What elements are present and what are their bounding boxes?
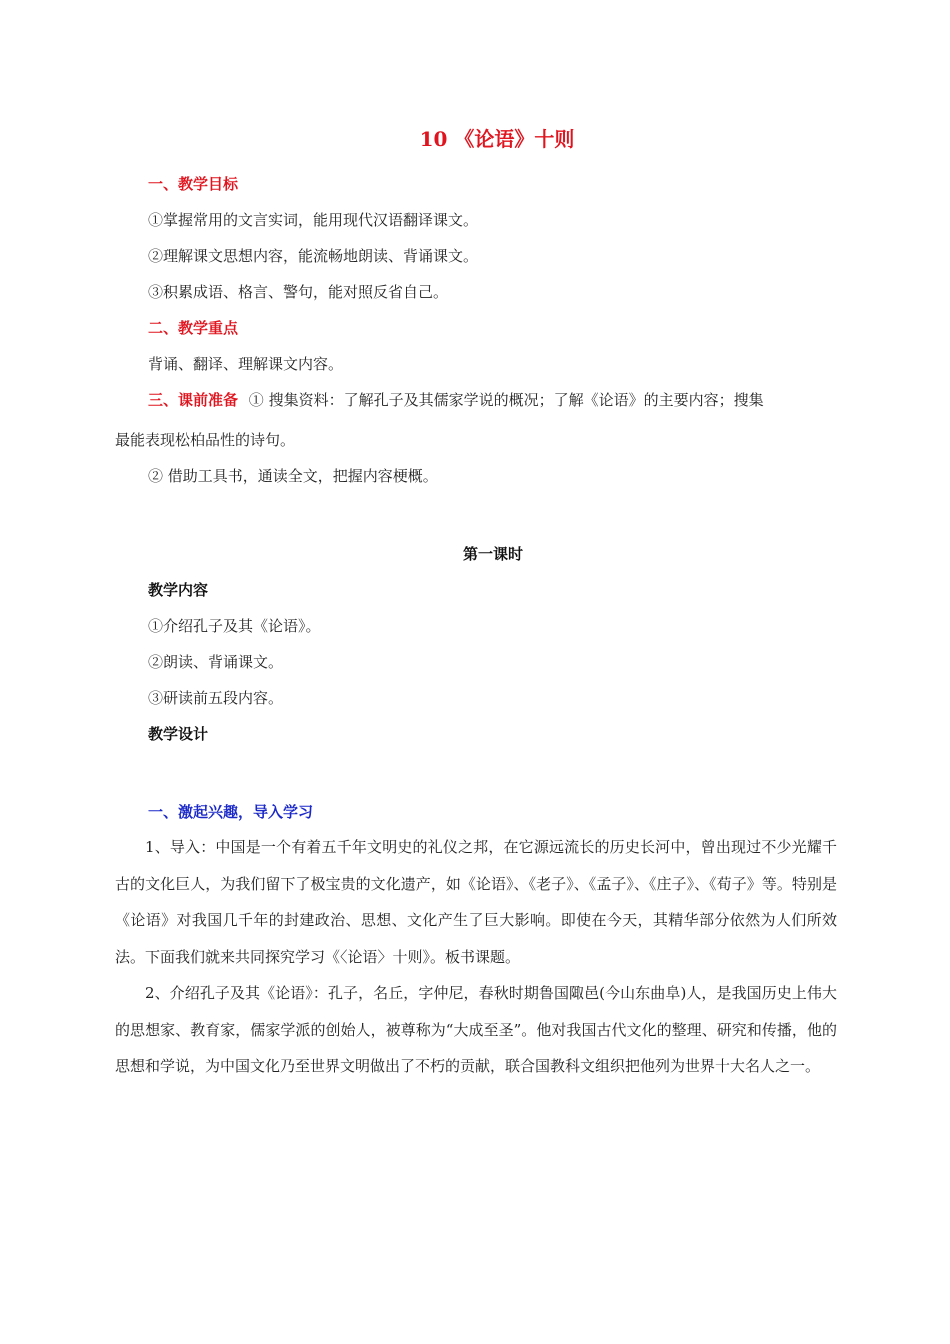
content-heading: 教学内容 xyxy=(148,581,209,599)
content-item-3: ③研读前五段内容。 xyxy=(148,689,284,707)
preparation-text-1a: ① 搜集资料：了解孔子及其儒家学说的概况；了解《论语》的主要内容；搜集 xyxy=(248,391,764,409)
preparation-line-1 xyxy=(148,390,764,410)
content-item-1: ①介绍孔子及其《论语》。 xyxy=(148,617,321,635)
content-item-2: ②朗读、背诵课文。 xyxy=(148,653,284,671)
preparation-text-2: ② 借助工具书，通读全文，把握内容梗概。 xyxy=(148,467,438,485)
focus-text: 背诵、翻译、理解课文内容。 xyxy=(148,355,344,373)
objective-item-1: ①掌握常用的文言实词，能用现代汉语翻译课文。 xyxy=(148,211,479,229)
part1-paragraph-2: 2、介绍孔子及其《论语》：孔子，名丘，字仲尼，春秋时期鲁国陬邑(今山东曲阜)人，是我国历史上伟大的思想家、教育家，儒家学派的创始人，被尊称为“大成至圣”。他对我国古代文化的整理、研究和传播，他的思想和学说，为中国文化乃至世界文明做出了不朽的贡献，联合国教科文组织把他列为世界十大名人之一。 xyxy=(115,984,837,1075)
lesson-heading: 第一课时 xyxy=(462,545,523,563)
section-heading-preparation: 三、课前准备 xyxy=(148,391,239,409)
part1-body xyxy=(115,829,837,1085)
objective-item-3: ③积累成语、格言、警句，能对照反省自己。 xyxy=(148,283,449,301)
section-heading-focus: 二、教学重点 xyxy=(148,319,239,337)
section-heading-objectives: 一、教学目标 xyxy=(148,175,239,193)
preparation-text-1b: 最能表现松柏品性的诗句。 xyxy=(115,431,296,449)
part1-heading: 一、激起兴趣，导入学习 xyxy=(148,803,314,821)
design-heading: 教学设计 xyxy=(148,725,209,743)
document-title: 10 《论语》十则 xyxy=(419,127,575,151)
objective-item-2: ②理解课文思想内容，能流畅地朗读、背诵课文。 xyxy=(148,247,479,265)
part1-paragraph-1: 1、导入：中国是一个有着五千年文明史的礼仪之邦，在它源远流长的历史长河中，曾出现过不少光耀千古的文化巨人，为我们留下了极宝贵的文化遗产，如《论语》、《老子》、《孟子》、《庄子》、《荀子》等。特别是《论语》对我国几千年的封建政治、思想、文化产生了巨大影响。即使在今天，其精华部分依然为人们所效法。下面我们就来共同探究学习《〈论语〉十则》。板书课题。 xyxy=(115,838,837,966)
